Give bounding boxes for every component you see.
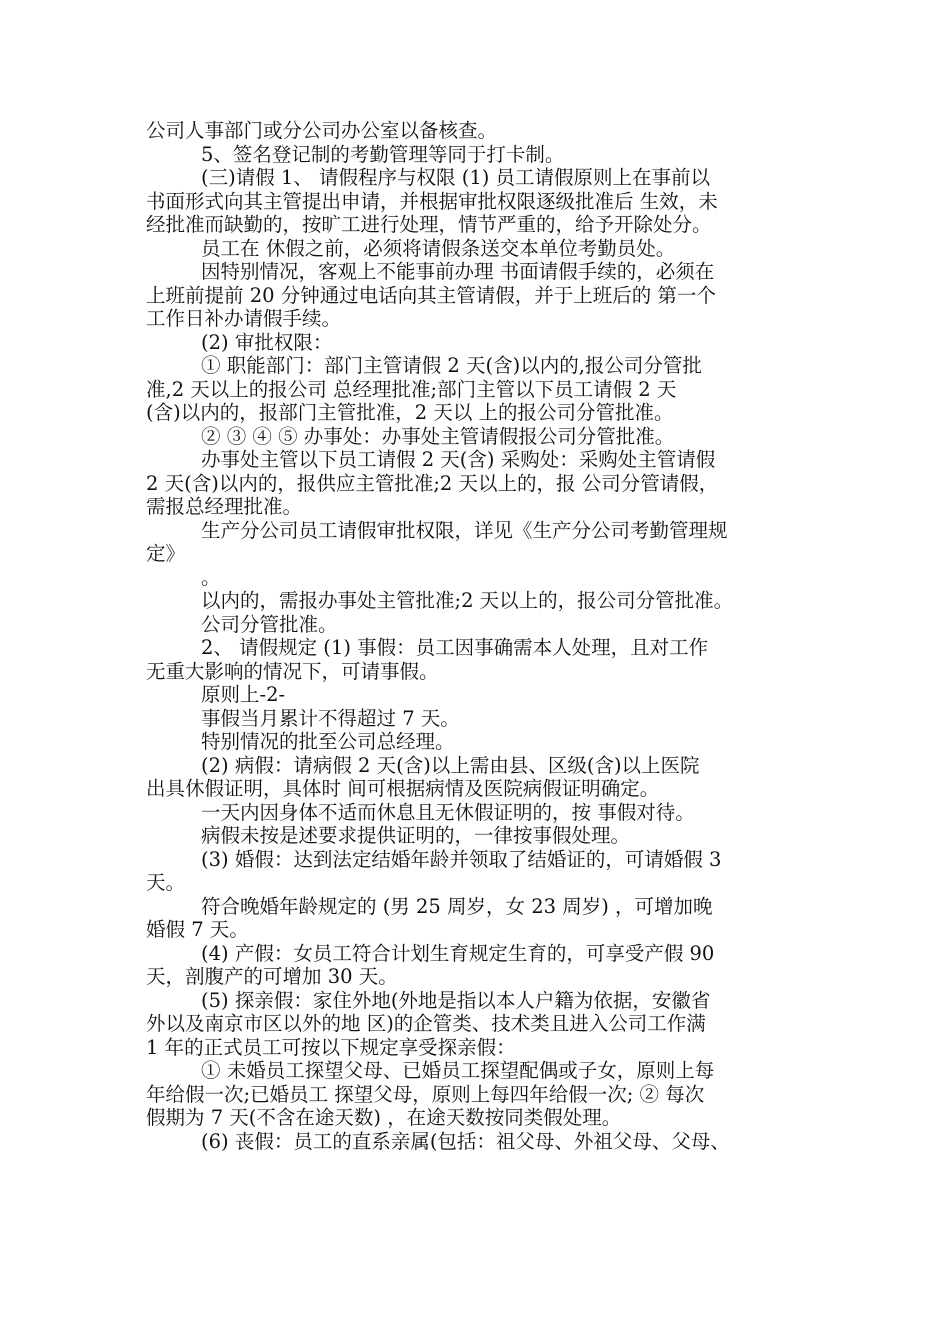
- text-line: 公司人事部门或分公司办公室以备核查。: [146, 119, 498, 142]
- text-line: 出具休假证明，具体时 间可根据病情及医院病假证明确定。: [146, 777, 660, 800]
- text-line: ① 未婚员工探望父母、已婚员工探望配偶或子女，原则上每: [201, 1059, 715, 1082]
- text-line: 婚假 7 天。: [146, 918, 249, 941]
- text-line: 员工在 休假之前，必须将请假条送交本单位考勤员处。: [201, 236, 676, 260]
- text-line: 2、 请假规定 (1) 事假：员工因事确需本人处理，且对工作: [201, 636, 709, 659]
- text-line: 5、签名登记制的考勤管理等同于打卡制。: [201, 142, 565, 166]
- text-line: 定》: [146, 542, 186, 565]
- text-line: (2) 病假：请病假 2 天(含)以上需由县、区级(含)以上医院: [201, 753, 700, 777]
- text-line: ① 职能部门：部门主管请假 2 天(含)以内的,报公司分管批: [201, 354, 702, 377]
- text-line: 需报总经理批准。: [146, 495, 303, 518]
- text-line: 事假当月累计不得超过 7 天。: [201, 706, 460, 730]
- text-line: 办事处主管以下员工请假 2 天(含) 采购处：采购处主管请假: [201, 448, 716, 471]
- document-page: [146, 119, 810, 1153]
- text-line: 公司分管批准。: [201, 612, 338, 636]
- page-number-line: 原则上-2-: [201, 683, 286, 706]
- text-line: 准,2 天以上的报公司 总经理批准;部门主管以下员工请假 2 天: [146, 377, 677, 401]
- text-line: 生产分公司员工请假审批权限，详见《生产分公司考勤管理规: [201, 518, 728, 542]
- text-line: 书面形式向其主管提出申请，并根据审批权限逐级批准后 生效，未: [146, 189, 718, 213]
- text-line: 特别情况的批至公司总经理。: [201, 730, 455, 753]
- text-line: ② ③ ④ ⑤ 办事处：办事处主管请假报公司分管批准。: [201, 424, 675, 448]
- text-line: 年给假一次;已婚员工 探望父母，原则上每四年给假一次; ② 每次: [146, 1082, 705, 1106]
- text-line: (6) 丧假：员工的直系亲属(包括：祖父母、外祖父母、父母、: [201, 1129, 730, 1153]
- text-line: 。: [201, 565, 221, 589]
- text-line: 1 年的正式员工可按以下规定享受探亲假：: [146, 1035, 516, 1059]
- text-line: (3) 婚假：达到法定结婚年龄并领取了结婚证的，可请婚假 3: [201, 847, 722, 871]
- text-line: 工作日补办请假手续。: [146, 307, 342, 330]
- text-line: (4) 产假：女员工符合计划生育规定生育的，可享受产假 90: [201, 941, 715, 965]
- text-line: 2 天(含)以内的，报供应主管批准;2 天以上的，报 公司分管请假，: [146, 471, 719, 495]
- text-line: 符合晚婚年龄规定的 (男 25 周岁，女 23 周岁) ，可增加晚: [201, 894, 713, 918]
- text-line: 外以及南京市区以外的地 区)的企管类、技术类且进入公司工作满: [146, 1012, 706, 1035]
- text-line: (5) 探亲假：家住外地(外地是指以本人户籍为依据，安徽省: [201, 988, 711, 1012]
- text-line: 天，剖腹产的可增加 30 天。: [146, 965, 398, 988]
- text-line: 病假未按是述要求提供证明的，一律按事假处理。: [201, 824, 631, 847]
- text-line: 上班前提前 20 分钟通过电话向其主管请假，并于上班后的 第一个: [146, 283, 716, 307]
- text-line: 无重大影响的情况下，可请事假。: [146, 659, 439, 683]
- text-line: 一天内因身体不适而休息且无休假证明的，按 事假对待。: [201, 800, 695, 824]
- text-line: 天。: [146, 871, 186, 894]
- text-line: 以内的，需报办事处主管批准;2 天以上的，报公司分管批准。: [201, 589, 734, 612]
- text-line: (2) 审批权限：: [201, 330, 333, 354]
- text-line: 因特别情况，客观上不能事前办理 书面请假手续的，必须在: [201, 260, 715, 283]
- text-line: (含)以内的，报部门主管批准，2 天以 上的报公司分管批准。: [146, 401, 674, 424]
- text-line: 经批准而缺勤的，按旷工进行处理，情节严重的，给予开除处分。: [146, 213, 712, 236]
- text-line: (三)请假 1、 请假程序与权限 (1) 员工请假原则上在事前以: [201, 166, 711, 189]
- text-line: 假期为 7 天(不含在途天数) ，在途天数按同类假处理。: [146, 1106, 622, 1129]
